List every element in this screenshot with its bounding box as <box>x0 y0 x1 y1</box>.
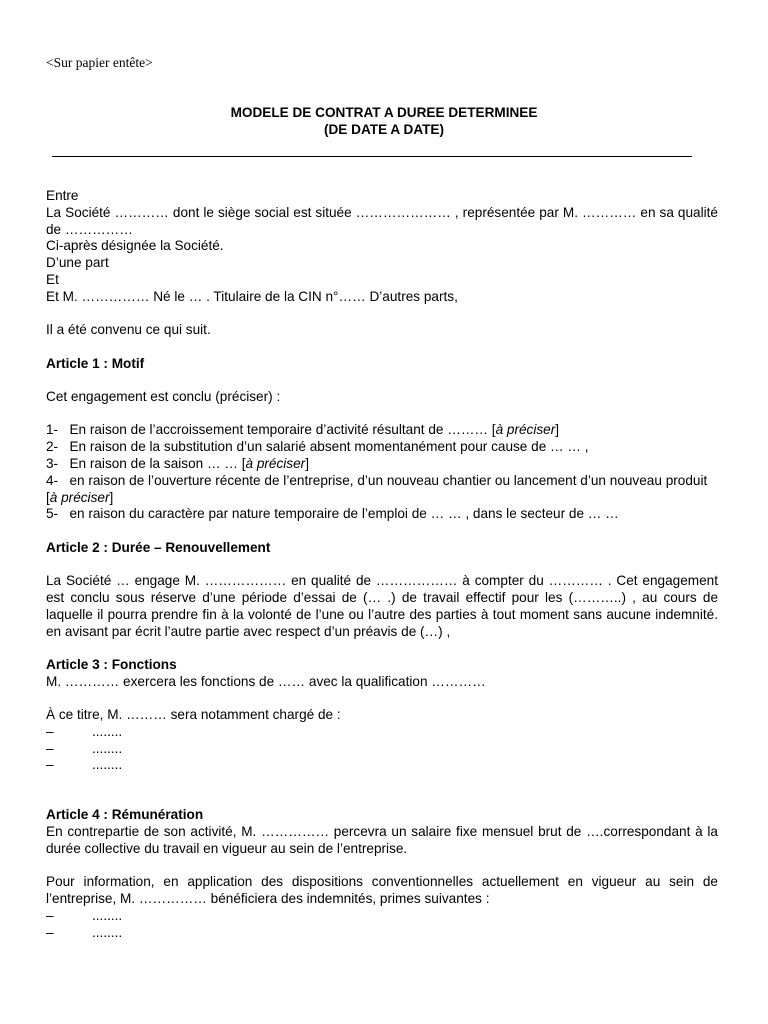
intro-et: Et <box>46 271 59 287</box>
list-item: 3- En raison de la saison … … [à préciser] <box>46 455 309 471</box>
title-line-1: MODELE DE CONTRAT A DUREE DETERMINEE <box>230 105 538 120</box>
list-item: – ........ <box>46 907 123 923</box>
intro-entre: Entre <box>46 188 79 203</box>
intro-et-line: Et M. …………… Né le … . Titulaire de la CIN n°…… D’autres parts, <box>46 288 458 304</box>
intro-convenu: Il a été convenu ce qui suit. <box>46 322 211 338</box>
list-item: – ........ <box>46 924 123 940</box>
letterhead-note: <Sur papier entête> <box>46 55 153 70</box>
title-line-2: (DE DATE A DATE) <box>323 122 445 137</box>
intro-societe: La Société ………… dont le siège social est située ………………… , représentée par M. ………… en sa qualité de …………… <box>46 204 718 237</box>
article-3-line-1: M. ………… exercera les fonctions de …… avec la qualification ………… <box>46 673 486 689</box>
article-4-benefits <box>46 908 718 942</box>
list-item: 5- en raison du caractère par nature temporaire de l’emploi de … … , dans le secteur de … … <box>46 506 619 522</box>
list-item: – ........ <box>46 757 123 773</box>
article-4-text-1: En contrepartie de son activité, M. …………… percevra un salaire fixe mensuel brut de ….correspondant à la durée collective du travail en vigueur au sein de l’entreprise. <box>46 824 718 856</box>
article-4-heading: Article 4 : Rémunération <box>46 807 204 823</box>
article-2-heading: Article 2 : Durée – Renouvellement <box>46 539 271 555</box>
article-2-text: La Société … engage M. ……………… en qualité de ……………… à compter du ………… . Cet engagement est conclu sous réserve d’une période d’essai de (… .) de travail effectif pour les (………..) , au cours de laquelle il pourra prendre fin à la volonté de l’une ou l’autre des parties à tout moment sans aucune indemnité. en avisant par écrit l’autre partie avec respect d’un préavis de (…) , <box>46 573 718 639</box>
article-3-duties <box>46 724 718 774</box>
article-1-lead: Cet engagement est conclu (préciser) : <box>46 388 281 404</box>
intro-designee: Ci-après désignée la Société. <box>46 238 224 254</box>
article-3-line-2: À ce titre, M. ……… sera notamment chargé de : <box>46 707 341 723</box>
article-3-heading: Article 3 : Fonctions <box>46 656 177 672</box>
list-item: – ........ <box>46 740 123 756</box>
article-1-list <box>46 422 718 523</box>
list-item: 2- En raison de la substitution d’un salarié absent momentanément pour cause de … … , <box>46 439 589 455</box>
list-item: 1- En raison de l’accroissement temporaire d’activité résultant de ……… [à préciser] <box>46 422 560 438</box>
list-item: 4- en raison de l’ouverture récente de l’entreprise, d’un nouveau chantier ou lancement d’un nouveau produit [à préciser] <box>46 472 708 505</box>
intro-dune-part: D’une part <box>46 255 109 271</box>
contract-body <box>46 188 718 941</box>
title-separator <box>52 156 692 157</box>
document-title <box>0 104 768 138</box>
article-4-text-2: Pour information, en application des dispositions conventionnelles actuellement en vigueur au sein de l’entreprise, M. …………… bénéficiera des indemnités, primes suivantes : <box>46 874 718 907</box>
list-item: – ........ <box>46 723 123 739</box>
article-1-heading: Article 1 : Motif <box>46 355 145 371</box>
